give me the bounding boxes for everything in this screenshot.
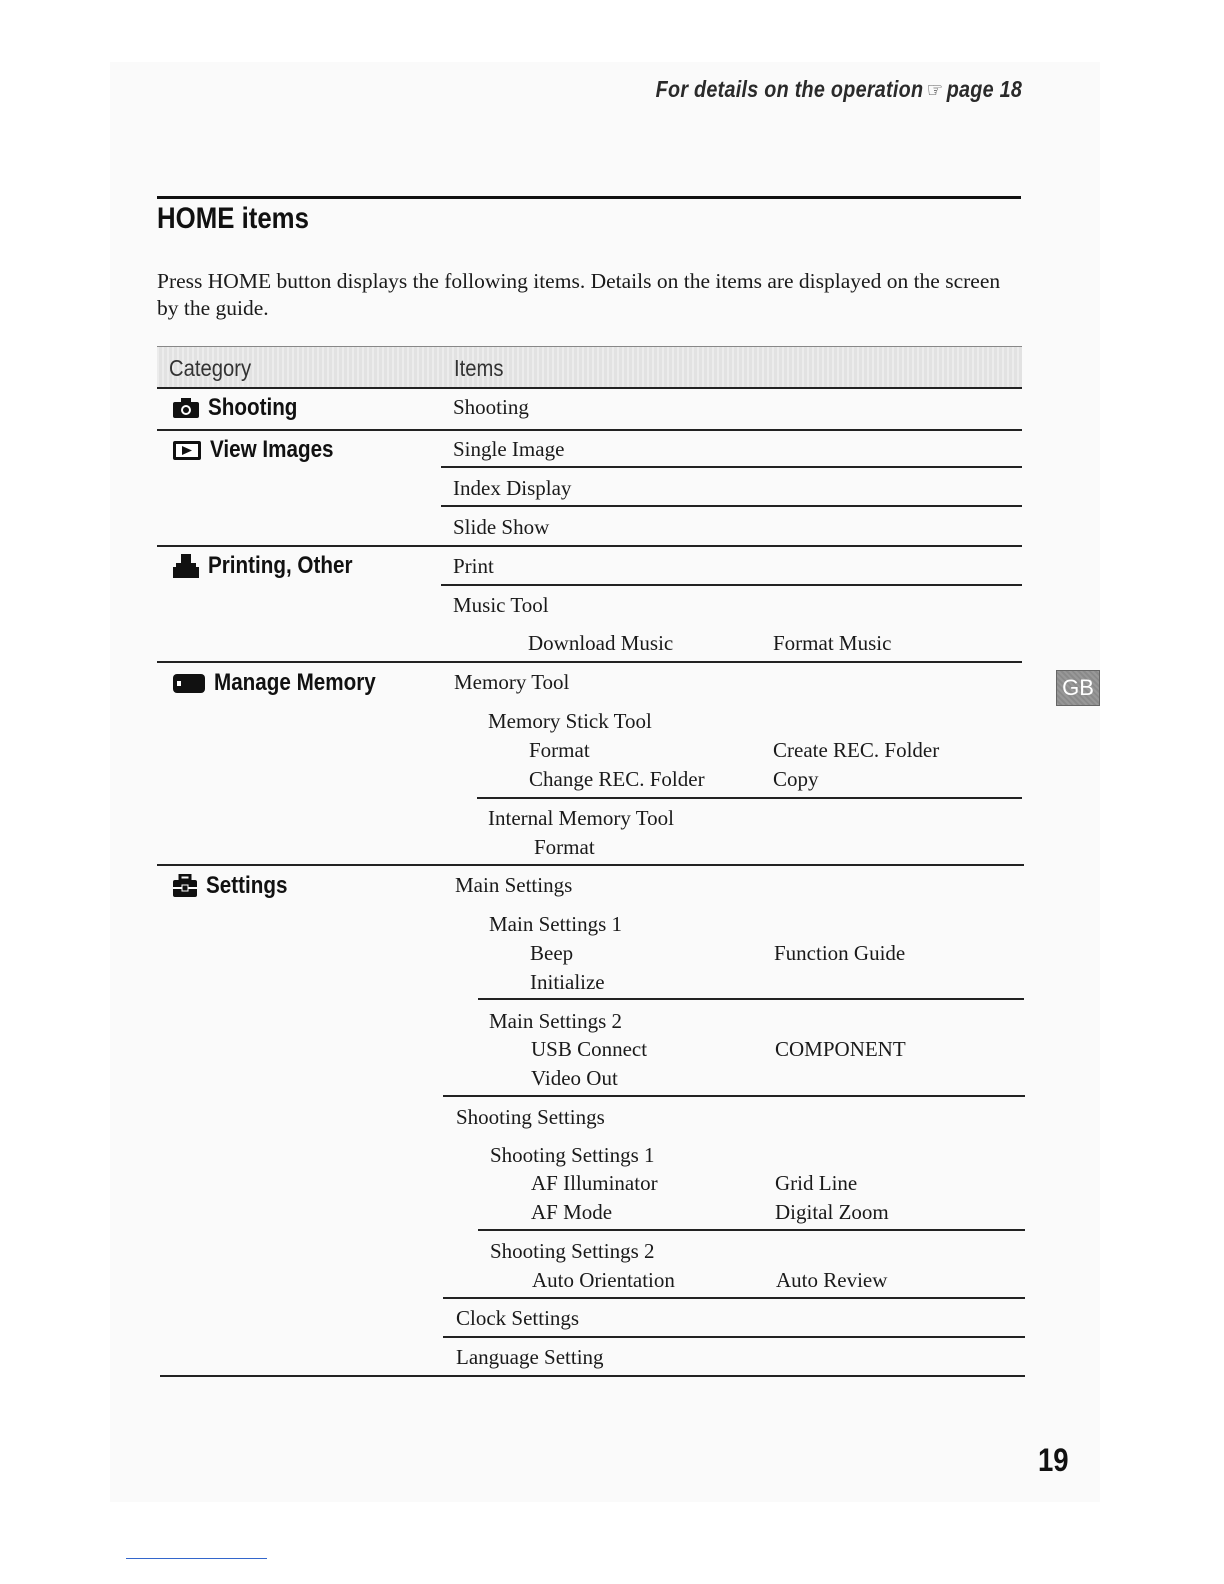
item-copy: Copy [773,767,819,791]
item-create-rec-folder: Create REC. Folder [773,738,940,762]
item-slide-show: Slide Show [453,515,550,539]
row-divider [157,661,1022,663]
item-change-rec-folder: Change REC. Folder [529,767,705,791]
item-memory-stick-tool: Memory Stick Tool [488,709,652,733]
item-beep: Beep [530,941,574,965]
page-number: 19 [1038,1442,1069,1478]
item-shooting-settings: Shooting Settings [456,1105,605,1129]
category-label: View Images [210,436,334,463]
playback-icon [172,439,202,461]
category-settings [172,872,301,900]
section-title: HOME items [157,202,309,235]
category-label: Manage Memory [214,669,376,696]
item-divider [477,797,1022,799]
pointing-hand-icon: ☞ [926,79,944,102]
item-download-music: Download Music [528,631,674,655]
item-language-setting: Language Setting [456,1345,604,1369]
language-tab-gb: GB [1056,670,1100,706]
item-divider [441,505,1022,507]
item-grid-line: Grid Line [775,1171,858,1195]
item-shooting-settings-2: Shooting Settings 2 [490,1239,655,1263]
item-shooting-settings-1: Shooting Settings 1 [490,1143,655,1167]
item-auto-review: Auto Review [776,1268,888,1292]
item-divider [478,1229,1025,1231]
item-divider [441,584,1022,586]
category-label: Shooting [208,394,298,421]
item-music-tool: Music Tool [453,593,549,617]
intro-paragraph: Press HOME button displays the following items. Details on the items are displayed on the screen by the guide. [157,269,1001,320]
toolbox-icon [172,874,198,898]
item-main-settings-1: Main Settings 1 [489,912,623,936]
camera-icon [172,397,200,419]
item-memory-tool: Memory Tool [454,670,570,694]
item-divider [441,466,1022,468]
row-divider [157,864,1024,866]
category-view-images [172,436,354,464]
table-bottom-rule [160,1375,1025,1377]
item-divider [478,998,1024,1000]
item-shooting: Shooting [453,395,529,419]
item-function-guide: Function Guide [774,941,906,965]
item-digital-zoom: Digital Zoom [775,1200,889,1224]
item-print: Print [453,554,494,578]
category-printing-other [172,552,376,580]
item-clock-settings: Clock Settings [456,1306,580,1330]
item-main-settings-2: Main Settings 2 [489,1009,623,1033]
item-video-out: Video Out [531,1066,618,1090]
reference-page: page 18 [946,76,1022,102]
category-shooting [172,394,312,422]
row-divider [157,429,1022,431]
item-auto-orientation: Auto Orientation [532,1268,675,1292]
table-header [157,346,1022,389]
item-main-settings: Main Settings [455,873,573,897]
column-header-category: Category [169,355,252,381]
item-divider [443,1095,1025,1097]
category-manage-memory [172,669,402,697]
row-divider [157,545,1022,547]
item-internal-memory-tool: Internal Memory Tool [488,806,674,830]
memory-card-icon [172,672,206,694]
column-header-items: Items [454,355,504,381]
item-index-display: Index Display [453,476,572,500]
item-af-mode: AF Mode [531,1200,613,1224]
footer-line [126,1558,267,1559]
category-label: Settings [206,872,288,899]
item-single-image: Single Image [453,437,565,461]
item-usb-connect: USB Connect [531,1037,648,1061]
item-format: Format [529,738,590,762]
reference-text: For details on the operation [655,76,924,102]
operation-reference [655,76,1022,103]
item-divider [443,1297,1025,1299]
title-rule [157,196,1021,199]
item-internal-format: Format [534,835,595,859]
item-divider [443,1336,1025,1338]
printer-icon [172,553,200,579]
category-label: Printing, Other [208,552,353,579]
item-component: COMPONENT [775,1037,906,1061]
item-format-music: Format Music [773,631,892,655]
item-initialize: Initialize [530,970,605,994]
item-af-illuminator: AF Illuminator [531,1171,658,1195]
